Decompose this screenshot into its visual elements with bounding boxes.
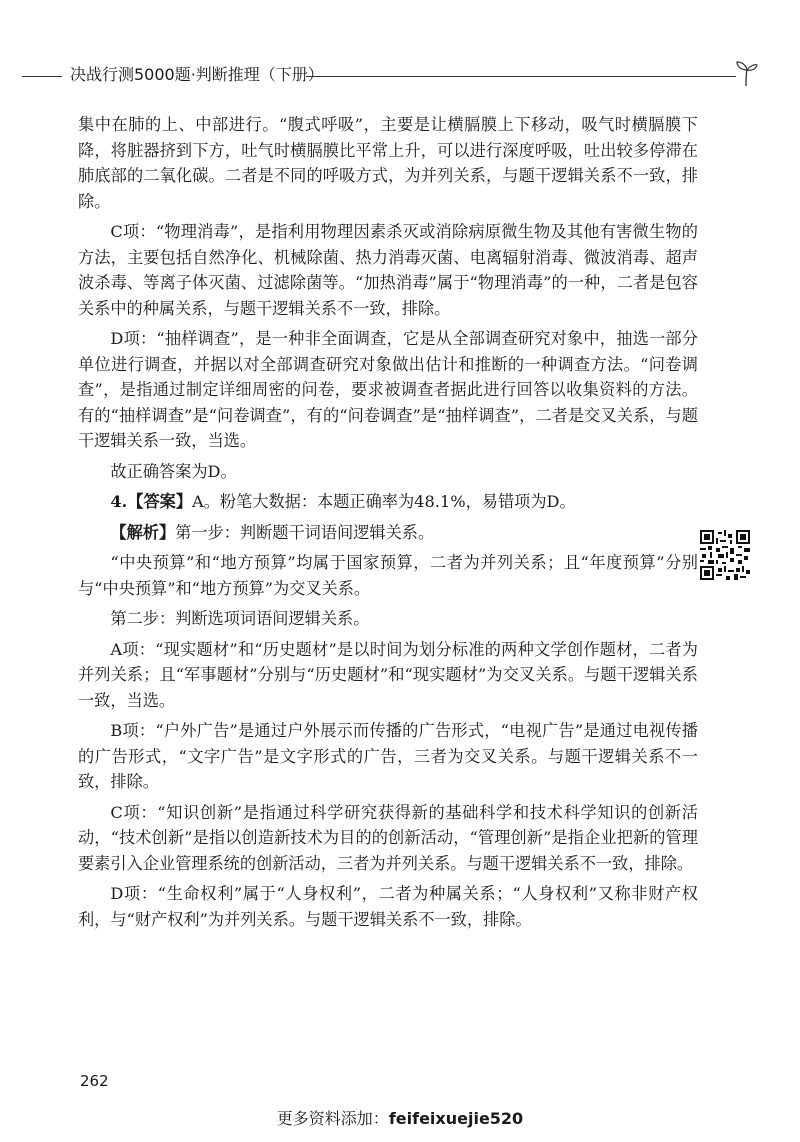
paragraph-8: 第二步：判断选项词语间逻辑关系。 [110, 609, 370, 628]
paragraph-1: 集中在肺的上、中部进行。“腹式呼吸”，主要是让横膈膜上下移动，吸气时横膈膜下降，将脏器挤到下方，吐气时横膈膜比平常上升，可以进行深度呼吸，吐出较多停滞在肺底部的二氧化碳。二者是不同的呼吸方式，为并列关系，与题干逻辑关系不一致，排除。 [78, 115, 698, 211]
sprout-icon [734, 58, 758, 88]
paragraph-9: A项：“现实题材”和“历史题材”是以时间为划分标准的两种文学创作题材，二者为并列关系；且“军事题材”分别与“历史题材”和“现实题材”为交叉关系。与题干逻辑关系一致，当选。 [78, 639, 698, 710]
page-body [78, 112, 698, 937]
paragraph-4: 故正确答案为D。 [110, 461, 237, 481]
paragraph-7: “中央预算”和“地方预算”均属于国家预算，二者为并列关系；且“年度预算”分别与“中央预算”和“地方预算”为交叉关系。 [78, 553, 698, 598]
header-title: 决战行测5000题·判断推理（下册） [70, 65, 324, 84]
paragraph-12: D项：“生命权利”属于“人身权利”，二者为种属关系；“人身权利”又称非财产权利，与“财产权利”为并列关系。与题干逻辑关系不一致，排除。 [78, 884, 698, 929]
paragraph-11: C项：“知识创新”是指通过科学研究获得新的基础科学和技术科学知识的创新活动，“技术创新”是指以创造新技术为目的的创新活动，“管理创新”是指企业把新的管理要素引入企业管理系统的创新活动，三者为并列关系。与题干逻辑关系不一致，排除。 [78, 802, 698, 873]
analysis-paragraph: 【解析】第一步：判断题干词语间逻辑关系。 [110, 522, 435, 542]
footer-prefix: 更多资料添加： [276, 1109, 389, 1128]
header-rule-right [306, 76, 736, 77]
footer-contact-id: feifeixuejie520 [388, 1109, 524, 1128]
page-number: 262 [80, 1072, 109, 1090]
answer-label: 4.【答案】 [110, 492, 193, 511]
paragraph-2: C项：“物理消毒”，是指利用物理因素杀灭或消除病原微生物及其他有害微生物的方法，主要包括自然净化、机械除菌、热力消毒灭菌、电离辐射消毒、微波消毒、超声波杀毒、等离子体灭菌、过滤除菌等。“加热消毒”属于“物理消毒”的一种，二者是包容关系中的种属关系，与题干逻辑关系不一致，排除。 [78, 222, 698, 318]
paragraph-3: D项：“抽样调查”，是一种非全面调查，它是从全部调查研究对象中，抽选一部分单位进行调查，并据以对全部调查研究对象做出估计和推断的一种调查方法。“问卷调查”，是指通过制定详细周密的问卷，要求被调查者据此进行回答以收集资料的方法。有的“抽样调查”是“问卷调查”，有的“问卷调查”是“抽样调查”，二者是交叉关系，与题干逻辑关系一致，当选。 [78, 329, 698, 450]
qr-code-icon [700, 530, 750, 580]
running-header [0, 62, 800, 92]
footer-note [0, 1106, 800, 1129]
paragraph-10: B项：“户外广告”是通过户外展示而传播的广告形式，“电视广告”是通过电视传播的广告形式，“文字广告”是文字形式的广告，三者为交叉关系。与题干逻辑关系不一致，排除。 [78, 721, 698, 791]
answer-paragraph: 4.【答案】A。粉笔大数据：本题正确率为48.1%，易错项为D。 [110, 492, 576, 511]
analysis-label: 【解析】 [110, 522, 176, 542]
header-rule-left [22, 76, 62, 77]
